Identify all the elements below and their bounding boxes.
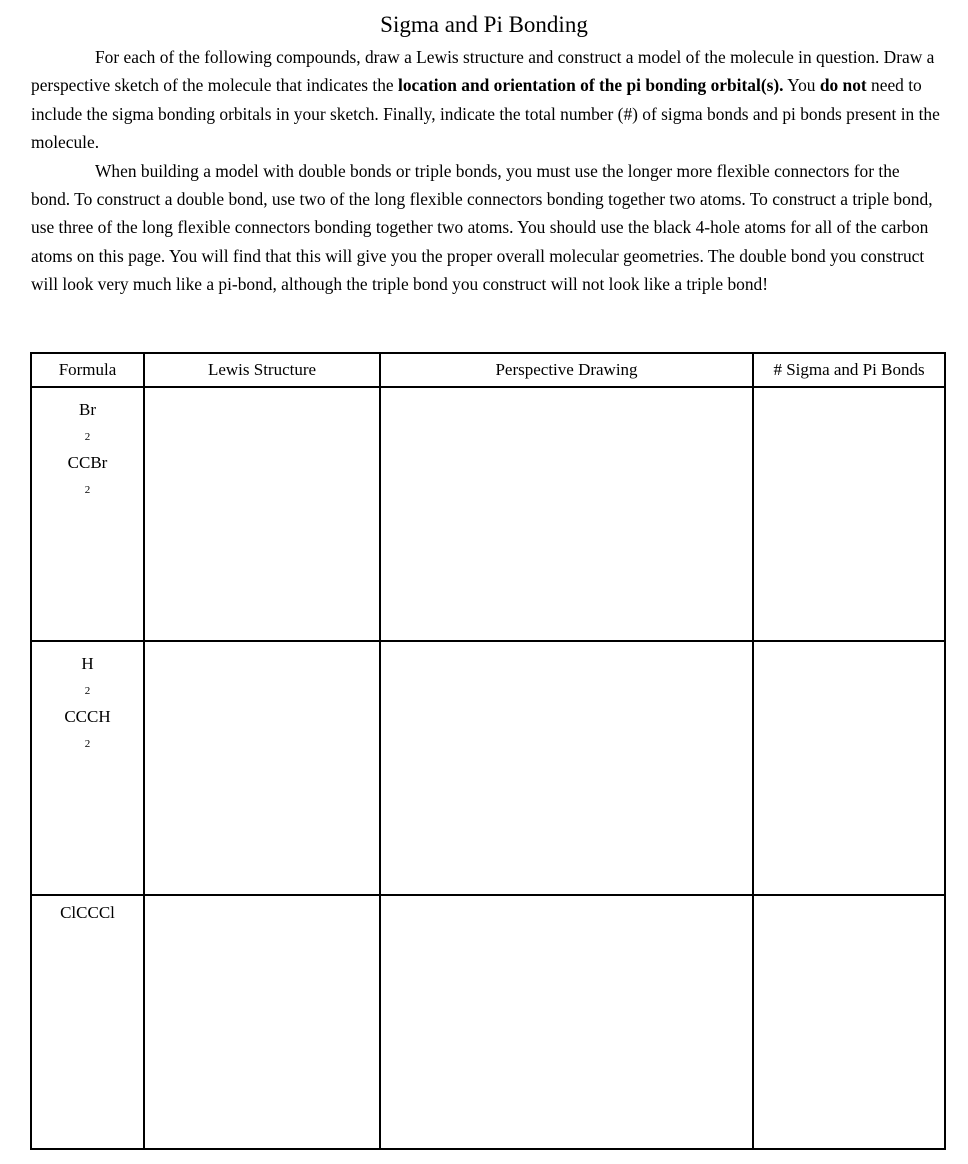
instruction-text: You — [783, 75, 820, 96]
instructions — [31, 43, 941, 299]
sigma-pi-bonds-cell[interactable] — [753, 641, 945, 895]
lewis-structure-cell[interactable] — [144, 895, 380, 1149]
perspective-drawing-cell[interactable] — [380, 641, 753, 895]
table-row — [31, 895, 945, 1149]
instructions-paragraph-1 — [31, 43, 941, 157]
instruction-emphasis: location and orientation of the pi bonding orbital(s). — [398, 75, 784, 96]
formula-text: ClCCCl — [60, 903, 115, 922]
formula-cell — [31, 641, 144, 895]
perspective-drawing-cell[interactable] — [380, 387, 753, 641]
worksheet-table — [30, 352, 946, 1150]
header-lewis-structure: Lewis Structure — [144, 353, 380, 387]
instructions-paragraph-2: When building a model with double bonds or triple bonds, you must use the longer more flexible connectors for the bond. To construct a double bond, use two of the long flexible connectors bonding together two atoms. To construct a triple bond, use three of the long flexible connectors bonding together two atoms. You should use the black 4-hole atoms for all of the carbon atoms on this page. You will find that this will give you the proper overall molecular geometries. The double bond you construct will look very much like a pi-bond, although the triple bond you construct will not look like a triple bond! — [31, 160, 933, 295]
formula-cell — [31, 895, 144, 1149]
header-perspective-drawing: Perspective Drawing — [380, 353, 753, 387]
sigma-pi-bonds-cell[interactable] — [753, 895, 945, 1149]
formula-cell — [31, 387, 144, 641]
header-formula: Formula — [31, 353, 144, 387]
instruction-emphasis: do not — [819, 75, 867, 96]
table-row — [31, 641, 945, 895]
table-header-row — [31, 353, 945, 387]
formula-text: Br $_2$ CCBr $_2$ — [67, 400, 108, 496]
sigma-pi-bonds-cell[interactable] — [753, 387, 945, 641]
header-sigma-pi-bonds: # Sigma and Pi Bonds — [753, 353, 945, 387]
perspective-drawing-cell[interactable] — [380, 895, 753, 1149]
lewis-structure-cell[interactable] — [144, 641, 380, 895]
instruction-text: For each of the following compounds, draw a Lewis structure and construct a model of the molecule in question. Draw a perspective sketch of the molecule that indicates the — [31, 47, 935, 96]
page-title: Sigma and Pi Bonding — [380, 12, 588, 37]
formula-text: H $_2$ CCCH $_2$ — [64, 654, 111, 750]
lewis-structure-cell[interactable] — [144, 387, 380, 641]
table-row — [31, 387, 945, 641]
instruction-text: need to include the sigma bonding orbitals in your sketch. Finally, indicate the total number (#) of sigma bonds and pi bonds present in the molecule. — [31, 75, 940, 153]
